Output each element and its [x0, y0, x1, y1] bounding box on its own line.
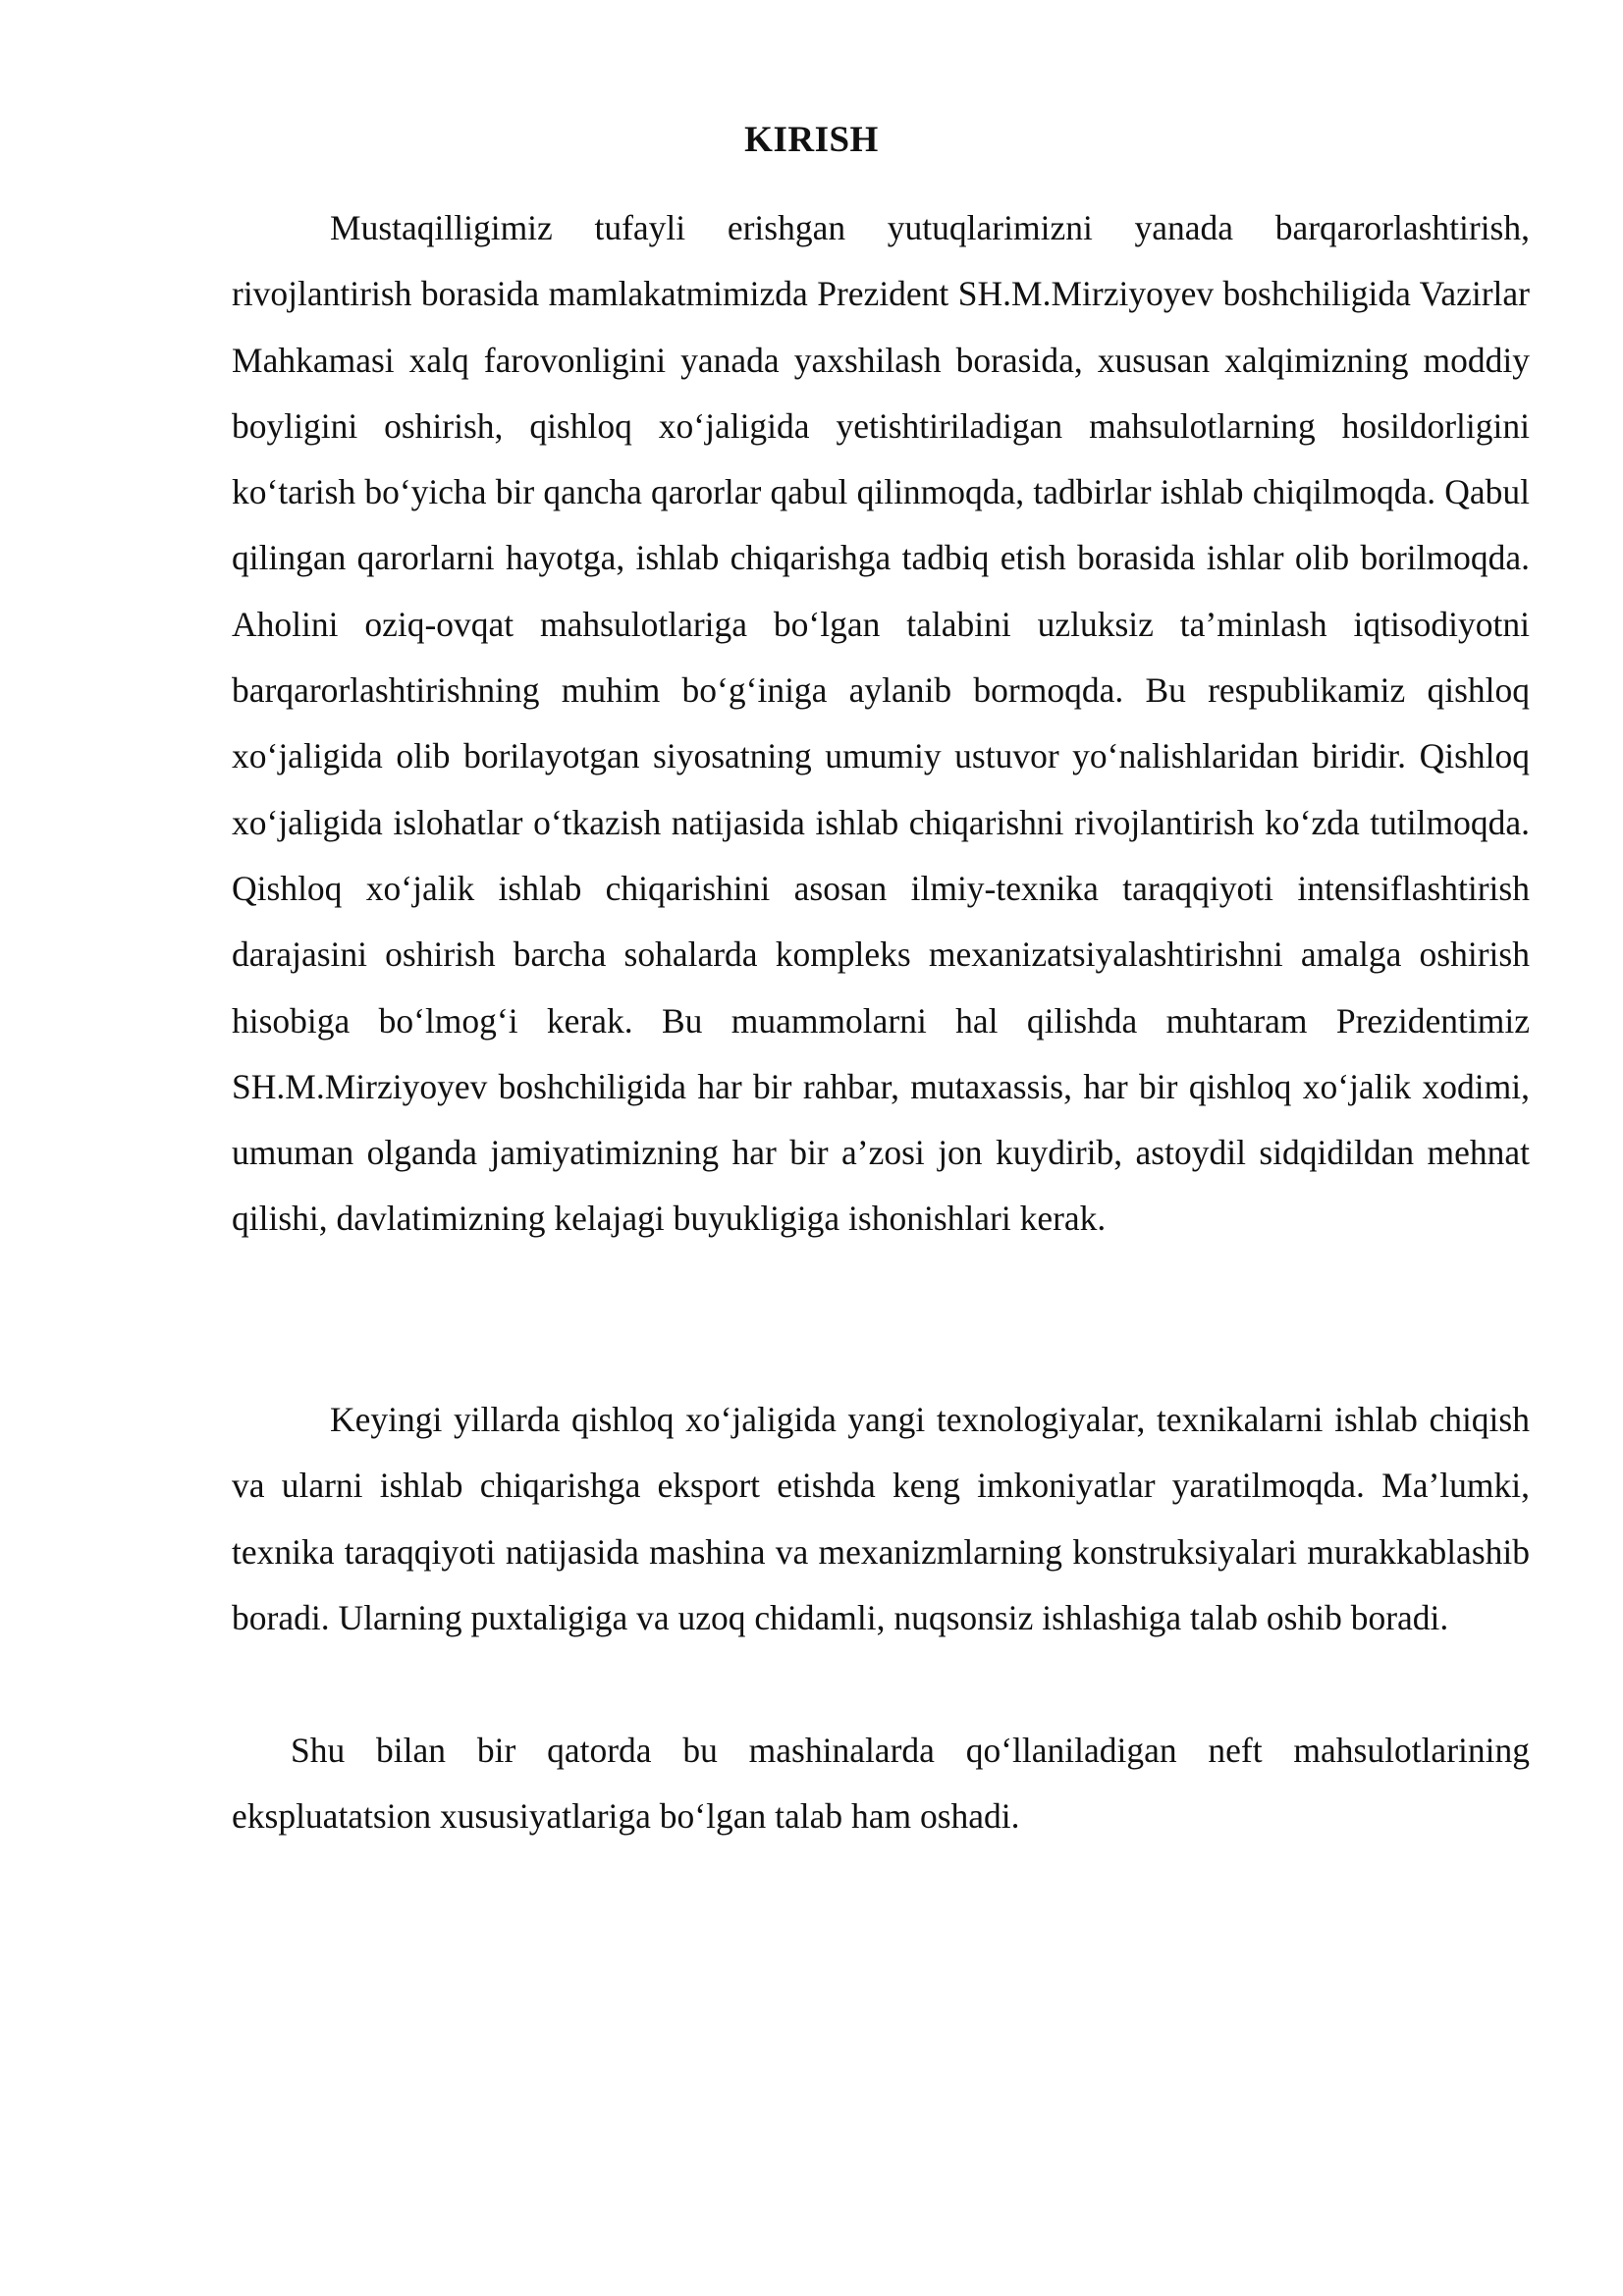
section-title: KIRISH: [744, 120, 879, 160]
paragraph-1: Mustaqilligimiz tufayli erishgan yutuqlarimizni yanada barqarorlashtirish, rivojlantirish borasida mamlakatmimizda Prezident SH.M.Mirziyoyev boshchiligida Vazirlar Mahkamasi xalq farovonligini yanada yaxshilash borasida, xususan xalqimizning moddiy boyligini oshirish, qishloq xo‘jaligida yetishtiriladigan mahsulotlarning hosildorligini ko‘tarish bo‘yicha bir qancha qarorlar qabul qilinmoqda, tadbirlar ishlab chiqilmoqda. Qabul qilingan qarorlarni hayotga, ishlab chiqarishga tadbiq etish borasida ishlar olib borilmoqda. Aholini oziq-ovqat mahsulotlariga bo‘lgan talabini uzluksiz ta’minlash iqtisodiyotni barqarorlashtirishning muhim bo‘g‘iniga aylanib bormoqda. Bu respublikamiz qishloq xo‘jaligida olib borilayotgan siyosatning umumiy ustuvor yo‘nalishlaridan biridir. Qishloq xo‘jaligida islohatlar o‘tkazish natijasida ishlab chiqarishni rivojlantirish ko‘zda tutilmoqda. Qishloq xo‘jalik ishlab chiqarishini asosan ilmiy-texnika taraqqiyoti intensiflashtirish darajasini oshirish barcha sohalarda kompleks mexanizatsiyalashtirishni amalga oshirish hisobiga bo‘lmog‘i kerak. Bu muammolarni hal qilishda muhtaram Prezidentimiz SH.M.Mirziyoyev boshchiligida har bir rahbar, mutaxassis, har bir qishloq xo‘jalik xodimi, umuman olganda jamiyatimizning har bir a’zosi jon kuydirib, astoydil sidqidildan mehnat qilishi, davlatimizning kelajagi buyukligiga ishonishlari kerak.: [232, 208, 1530, 1239]
paragraph-3: Shu bilan bir qatorda bu mashinalarda qo‘llaniladigan neft mahsulotlarining ekspluatatsion xususiyatlariga bo‘lgan talab ham oshadi.: [232, 1731, 1530, 1837]
paragraph-2: Keyingi yillarda qishloq xo‘jaligida yangi texnologiyalar, texnikalarni ishlab chiqish va ularni ishlab chiqarishga eksport etishda keng imkoniyatlar yaratilmoqda. Ma’lumki, texnika taraqqiyoti natijasida mashina va mexanizmlarning konstruksiyalari murakkablashib boradi. Ularning puxtaligiga va uzoq chidamli, nuqsonsiz ishlashiga talab oshib boradi.: [232, 1400, 1530, 1637]
